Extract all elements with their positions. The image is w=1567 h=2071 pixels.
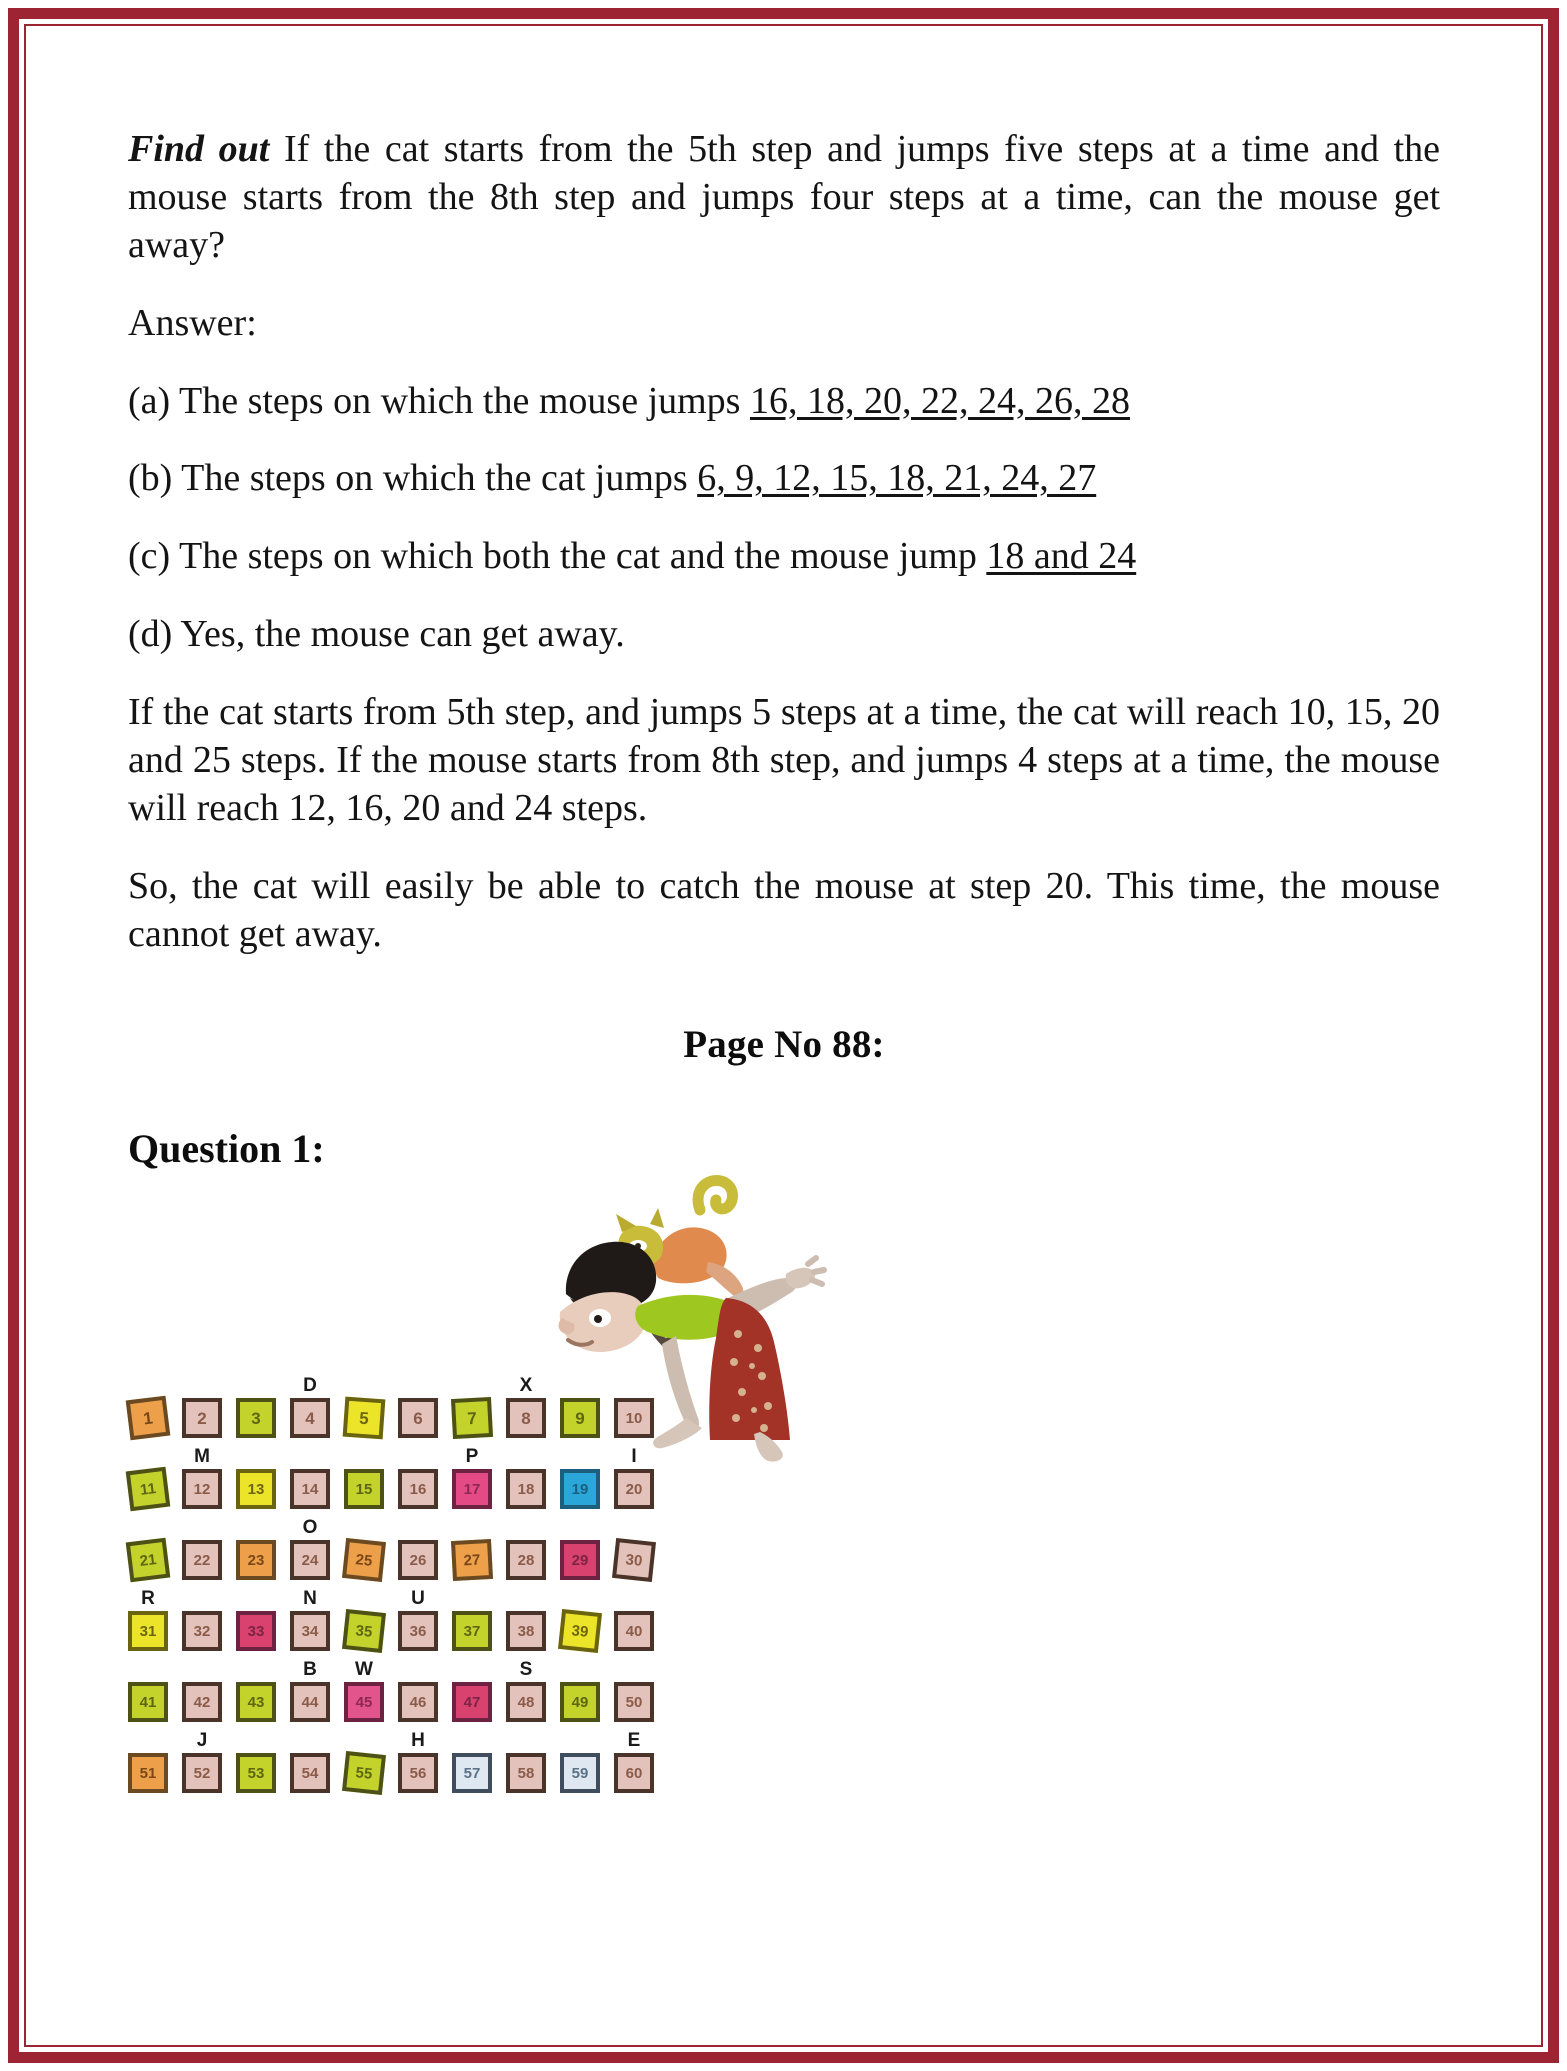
number-tile-31[interactable]: 31 bbox=[128, 1611, 168, 1651]
number-tile-45[interactable]: 45 bbox=[344, 1682, 384, 1722]
number-tile-58[interactable]: 58 bbox=[506, 1753, 546, 1793]
page-number-heading: Page No 88: bbox=[683, 1023, 885, 1067]
number-tile-48[interactable]: 48 bbox=[506, 1682, 546, 1722]
number-tile-42[interactable]: 42 bbox=[182, 1682, 222, 1722]
number-tile-12[interactable]: 12 bbox=[182, 1469, 222, 1509]
number-tile-13[interactable]: 13 bbox=[236, 1469, 276, 1509]
number-tile-59[interactable]: 59 bbox=[560, 1753, 600, 1793]
answer-item-c bbox=[128, 533, 1440, 581]
tile-letter-label: M bbox=[194, 1446, 210, 1468]
number-tile-16[interactable]: 16 bbox=[398, 1469, 438, 1509]
explanation-paragraph-1: If the cat starts from 5th step, and jumps 5 steps at a time, the cat will reach 10, 15, 20 and 25 steps. If the mouse starts from 8th step, and jumps 4 steps at a time, the mouse will reach 12, 16, 20 and 24 steps. bbox=[128, 691, 1440, 829]
answer-a-value: 16, 18, 20, 22, 24, 26, 28 bbox=[749, 379, 1130, 422]
tile-row bbox=[128, 1518, 688, 1589]
tile-row bbox=[128, 1447, 688, 1518]
tile-letter-label: B bbox=[303, 1659, 317, 1681]
number-tile-38[interactable]: 38 bbox=[506, 1611, 546, 1651]
find-out-text: If the cat starts from the 5th step and jumps five steps at a time and the mouse starts from the 8th step and jumps four steps at a time, can the mouse get away? bbox=[128, 128, 1440, 266]
number-tile-21[interactable]: 21 bbox=[126, 1538, 171, 1583]
document-content bbox=[128, 126, 1440, 1783]
number-tile-4[interactable]: 4 bbox=[290, 1398, 330, 1438]
number-tile-1[interactable]: 1 bbox=[126, 1396, 171, 1441]
answer-c-value: 18 and 24 bbox=[986, 535, 1137, 578]
number-tile-2[interactable]: 2 bbox=[182, 1398, 222, 1438]
number-tile-14[interactable]: 14 bbox=[290, 1469, 330, 1509]
number-tile-54[interactable]: 54 bbox=[290, 1753, 330, 1793]
tile-letter-label: S bbox=[519, 1659, 533, 1681]
number-tile-47[interactable]: 47 bbox=[452, 1682, 492, 1722]
tile-row bbox=[128, 1589, 688, 1660]
number-tile-26[interactable]: 26 bbox=[398, 1540, 438, 1580]
number-tile-20[interactable]: 20 bbox=[614, 1469, 654, 1509]
number-tile-24[interactable]: 24 bbox=[290, 1540, 330, 1580]
answer-c-text: (c) The steps on which both the cat and the mouse jump bbox=[128, 535, 987, 578]
tile-letter-label: N bbox=[303, 1588, 317, 1610]
find-out-label: Find out bbox=[128, 128, 270, 170]
number-tile-30[interactable]: 30 bbox=[612, 1538, 656, 1582]
number-tile-22[interactable]: 22 bbox=[182, 1540, 222, 1580]
number-tile-52[interactable]: 52 bbox=[182, 1753, 222, 1793]
number-tile-32[interactable]: 32 bbox=[182, 1611, 222, 1651]
number-tile-18[interactable]: 18 bbox=[506, 1469, 546, 1509]
number-tile-15[interactable]: 15 bbox=[344, 1469, 384, 1509]
number-tile-11[interactable]: 11 bbox=[126, 1467, 171, 1512]
answer-label: Answer: bbox=[128, 301, 257, 344]
number-tile-10[interactable]: 10 bbox=[614, 1398, 654, 1438]
number-tile-grid bbox=[128, 1376, 688, 1802]
tile-letter-label: U bbox=[411, 1588, 425, 1610]
answer-b-text: (b) The steps on which the cat jumps bbox=[128, 457, 698, 500]
answer-item-a bbox=[128, 378, 1440, 426]
number-tile-33[interactable]: 33 bbox=[236, 1611, 276, 1651]
answer-item-b bbox=[128, 455, 1440, 503]
tile-letter-label: X bbox=[519, 1375, 533, 1397]
number-tile-23[interactable]: 23 bbox=[236, 1540, 276, 1580]
number-tile-49[interactable]: 49 bbox=[560, 1682, 600, 1722]
tile-letter-label: E bbox=[627, 1730, 641, 1752]
tile-letter-label: R bbox=[141, 1588, 155, 1610]
number-tile-56[interactable]: 56 bbox=[398, 1753, 438, 1793]
number-tile-39[interactable]: 39 bbox=[558, 1609, 602, 1653]
number-tile-60[interactable]: 60 bbox=[614, 1753, 654, 1793]
answer-a-text: (a) The steps on which the mouse jumps bbox=[128, 379, 750, 422]
number-tile-41[interactable]: 41 bbox=[128, 1682, 168, 1722]
number-tile-36[interactable]: 36 bbox=[398, 1611, 438, 1651]
number-tile-50[interactable]: 50 bbox=[614, 1682, 654, 1722]
number-tile-5[interactable]: 5 bbox=[343, 1397, 386, 1440]
tile-letter-label: D bbox=[303, 1375, 317, 1397]
number-tile-55[interactable]: 55 bbox=[342, 1751, 386, 1795]
tile-letter-label: J bbox=[196, 1730, 208, 1752]
number-tile-7[interactable]: 7 bbox=[451, 1397, 493, 1439]
number-tile-3[interactable]: 3 bbox=[236, 1398, 276, 1438]
number-tile-25[interactable]: 25 bbox=[342, 1538, 386, 1582]
number-tile-53[interactable]: 53 bbox=[236, 1753, 276, 1793]
tile-letter-label: I bbox=[631, 1446, 637, 1468]
question-heading: Question 1: bbox=[128, 1126, 325, 1172]
number-tile-40[interactable]: 40 bbox=[614, 1611, 654, 1651]
number-tile-37[interactable]: 37 bbox=[452, 1611, 492, 1651]
answer-b-value: 6, 9, 12, 15, 18, 21, 24, 27 bbox=[697, 457, 1097, 500]
tile-row bbox=[128, 1376, 688, 1447]
number-tile-17[interactable]: 17 bbox=[452, 1469, 492, 1509]
number-tile-8[interactable]: 8 bbox=[506, 1398, 546, 1438]
number-tile-35[interactable]: 35 bbox=[342, 1609, 386, 1653]
tile-letter-label: H bbox=[411, 1730, 425, 1752]
tile-row bbox=[128, 1731, 688, 1802]
number-tile-19[interactable]: 19 bbox=[560, 1469, 600, 1509]
tile-row bbox=[128, 1660, 688, 1731]
number-tile-44[interactable]: 44 bbox=[290, 1682, 330, 1722]
tile-letter-label: P bbox=[465, 1446, 479, 1468]
number-tile-6[interactable]: 6 bbox=[398, 1398, 438, 1438]
number-tile-9[interactable]: 9 bbox=[560, 1398, 600, 1438]
number-tile-27[interactable]: 27 bbox=[451, 1539, 493, 1581]
number-tile-28[interactable]: 28 bbox=[506, 1540, 546, 1580]
tile-letter-label: O bbox=[302, 1517, 318, 1539]
number-tile-29[interactable]: 29 bbox=[560, 1540, 600, 1580]
figure-block bbox=[128, 1218, 1440, 1783]
explanation-paragraph-2: So, the cat will easily be able to catch the mouse at step 20. This time, the mouse cannot get away. bbox=[128, 864, 1440, 955]
find-out-paragraph bbox=[128, 126, 1440, 270]
number-tile-46[interactable]: 46 bbox=[398, 1682, 438, 1722]
number-tile-57[interactable]: 57 bbox=[452, 1753, 492, 1793]
tile-letter-label: W bbox=[355, 1659, 373, 1681]
number-tile-43[interactable]: 43 bbox=[236, 1682, 276, 1722]
answer-item-d: (d) Yes, the mouse can get away. bbox=[128, 613, 625, 656]
number-tile-34[interactable]: 34 bbox=[290, 1611, 330, 1651]
number-tile-51[interactable]: 51 bbox=[128, 1753, 168, 1793]
